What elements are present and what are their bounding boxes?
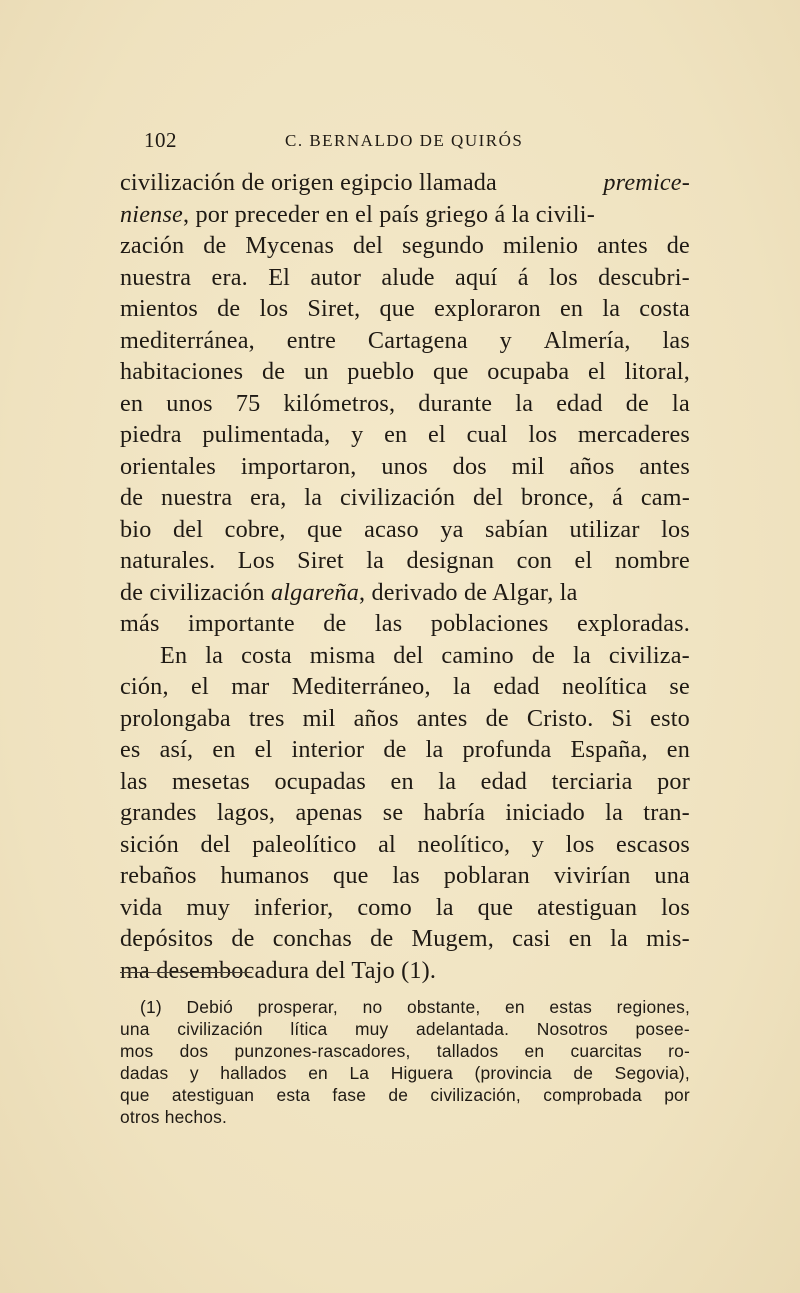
word: Higuera bbox=[390, 1063, 453, 1083]
word: la bbox=[205, 641, 224, 669]
word: El bbox=[268, 263, 291, 291]
word: importaron, bbox=[240, 452, 357, 480]
word: La bbox=[349, 1063, 370, 1083]
word: zación bbox=[120, 232, 185, 259]
word: el bbox=[191, 673, 209, 700]
text-line bbox=[120, 734, 690, 766]
word: costa bbox=[241, 641, 292, 669]
word: adelantada. bbox=[416, 1019, 510, 1039]
text-run: civilización de origen egipcio llamada bbox=[120, 169, 504, 196]
word: del bbox=[200, 830, 231, 858]
word: aquí bbox=[455, 263, 498, 291]
word: muy bbox=[186, 893, 231, 921]
word: á bbox=[612, 484, 623, 511]
word: y bbox=[499, 326, 512, 354]
word: unos bbox=[166, 389, 213, 417]
word: exploraron bbox=[434, 295, 541, 322]
footnote-line bbox=[120, 1084, 690, 1106]
word: así, bbox=[159, 736, 194, 763]
word: orientales bbox=[120, 452, 217, 480]
word: de bbox=[262, 358, 286, 385]
word: depósitos bbox=[120, 925, 214, 952]
word: entre bbox=[286, 326, 337, 354]
word: ción, bbox=[120, 673, 169, 700]
word: las bbox=[374, 610, 403, 637]
word: punzones-rascadores, bbox=[234, 1041, 411, 1061]
word: era. bbox=[211, 263, 248, 291]
word: terciaria bbox=[551, 767, 633, 795]
word: Cartagena bbox=[367, 326, 468, 354]
word: profunda bbox=[462, 736, 552, 763]
word: piedra bbox=[120, 421, 182, 448]
word: en bbox=[666, 736, 690, 763]
word: el bbox=[254, 736, 273, 763]
word: dos bbox=[452, 452, 487, 480]
text-line bbox=[120, 577, 690, 609]
text-line bbox=[120, 703, 690, 735]
text-line bbox=[120, 860, 690, 892]
word: antes bbox=[639, 452, 690, 480]
word: descubri- bbox=[598, 263, 690, 291]
text-line bbox=[120, 293, 690, 325]
word: de bbox=[573, 1063, 594, 1083]
word: las bbox=[392, 862, 420, 889]
word: de bbox=[120, 484, 144, 511]
word: lagos, bbox=[216, 799, 276, 826]
word: una bbox=[654, 862, 690, 889]
word: Cristo. bbox=[526, 704, 594, 732]
word: mil bbox=[511, 452, 545, 480]
word: la bbox=[453, 673, 471, 700]
text-line bbox=[120, 167, 690, 199]
word: era, bbox=[250, 484, 287, 511]
word: comprobada bbox=[543, 1085, 642, 1105]
word: del bbox=[473, 484, 504, 511]
word: cuarcitas bbox=[570, 1041, 642, 1061]
text-line bbox=[120, 766, 690, 798]
word: y bbox=[351, 421, 364, 448]
word: no bbox=[362, 997, 383, 1017]
word: durante bbox=[418, 389, 493, 417]
word: del bbox=[352, 232, 384, 259]
text-run: ma desembocadura del Tajo (1). bbox=[120, 956, 437, 984]
word: se bbox=[382, 799, 404, 826]
word: nuestra bbox=[120, 263, 192, 291]
text-line bbox=[120, 482, 690, 514]
word: mesetas bbox=[171, 767, 250, 795]
word: en bbox=[120, 389, 144, 417]
word: edad bbox=[556, 389, 603, 417]
word: Mediterráneo, bbox=[291, 673, 431, 700]
word: misma bbox=[309, 641, 376, 669]
word: edad bbox=[480, 767, 528, 795]
word: costa bbox=[639, 295, 690, 322]
word: la bbox=[515, 389, 534, 417]
word: del bbox=[393, 641, 424, 669]
word: la bbox=[610, 925, 628, 952]
word: autor bbox=[310, 263, 362, 291]
word: grandes bbox=[120, 799, 197, 826]
word: humanos bbox=[220, 862, 310, 889]
text-line bbox=[120, 829, 690, 861]
word: cual bbox=[466, 421, 508, 448]
word: conchas bbox=[272, 925, 353, 952]
word: años bbox=[353, 704, 399, 732]
footnote-rule bbox=[120, 972, 252, 973]
word: es bbox=[120, 736, 141, 763]
word: mos bbox=[120, 1041, 154, 1061]
word: una bbox=[120, 1019, 150, 1039]
word: que bbox=[379, 295, 415, 322]
word: exploradas. bbox=[576, 610, 690, 637]
word: sición bbox=[120, 830, 179, 858]
text-line bbox=[120, 797, 690, 829]
word: los bbox=[548, 263, 578, 291]
text-line bbox=[120, 451, 690, 483]
word: esta bbox=[276, 1085, 311, 1105]
word: por bbox=[664, 1085, 690, 1105]
word: prolongaba bbox=[120, 704, 231, 732]
word: la bbox=[602, 295, 621, 322]
word: antes bbox=[416, 704, 468, 732]
word: bronce, bbox=[520, 484, 595, 511]
word: más bbox=[120, 610, 160, 637]
word: la bbox=[304, 484, 323, 511]
word: que bbox=[307, 515, 343, 543]
word: bio bbox=[120, 515, 152, 543]
text-line bbox=[120, 325, 690, 357]
word: paleolítico bbox=[252, 830, 357, 858]
text-line bbox=[120, 262, 690, 294]
text-run: , derivado de Algar, la bbox=[359, 578, 578, 606]
word: Segovia), bbox=[614, 1063, 690, 1083]
word: el bbox=[574, 547, 593, 574]
italic-term: niense bbox=[120, 200, 183, 228]
word: prosperar, bbox=[257, 997, 338, 1017]
word: vida bbox=[120, 893, 163, 921]
word: Mycenas bbox=[245, 232, 335, 259]
word: inferior, bbox=[253, 893, 334, 921]
word: unos bbox=[381, 452, 428, 480]
word: en bbox=[308, 1063, 328, 1083]
footnote-text: otros hechos. bbox=[120, 1107, 228, 1127]
word: esto bbox=[650, 704, 690, 732]
word: en bbox=[384, 421, 408, 448]
word: de bbox=[231, 925, 255, 952]
word: escasos bbox=[616, 830, 690, 858]
word: cam- bbox=[640, 484, 690, 511]
text-line bbox=[120, 199, 690, 231]
footnote-line bbox=[120, 1040, 690, 1062]
word: que bbox=[333, 862, 369, 889]
word: habitaciones bbox=[120, 358, 244, 385]
word: atestiguan bbox=[537, 893, 638, 921]
word: segundo bbox=[402, 232, 485, 259]
word: de bbox=[323, 610, 347, 637]
word: de bbox=[531, 641, 556, 669]
word: poblaran bbox=[443, 862, 530, 889]
word: y bbox=[189, 1063, 199, 1083]
word: antes bbox=[597, 232, 648, 259]
word: nuestra bbox=[161, 484, 233, 511]
word: mil bbox=[302, 704, 336, 732]
word: de bbox=[383, 736, 407, 763]
word: el bbox=[428, 421, 446, 448]
word: á bbox=[517, 263, 529, 291]
word: al bbox=[378, 830, 396, 858]
word: designan bbox=[406, 547, 495, 574]
word: apenas bbox=[295, 799, 363, 826]
word: mediterránea, bbox=[120, 326, 255, 354]
word: kilómetros, bbox=[283, 389, 396, 417]
text-line bbox=[120, 640, 690, 672]
word: en bbox=[212, 736, 236, 763]
word: ya bbox=[440, 515, 464, 543]
word: se bbox=[669, 673, 690, 700]
word: de bbox=[370, 925, 394, 952]
text-line bbox=[120, 419, 690, 451]
word: Almería, bbox=[543, 326, 631, 354]
word: la bbox=[438, 767, 457, 795]
word: 75 bbox=[235, 389, 261, 417]
word: utilizar bbox=[569, 515, 640, 543]
word: (provincia bbox=[474, 1063, 552, 1083]
word: iniciado bbox=[505, 799, 585, 826]
footnote-line bbox=[120, 1106, 690, 1128]
word: naturales. bbox=[120, 547, 216, 574]
word: el bbox=[587, 358, 606, 385]
word: los bbox=[528, 421, 558, 448]
word: del bbox=[173, 515, 204, 543]
word: posee- bbox=[635, 1019, 690, 1039]
word: regiones, bbox=[616, 997, 690, 1017]
word: en bbox=[505, 997, 525, 1017]
word: civilización bbox=[177, 1019, 263, 1039]
word: hallados bbox=[220, 1063, 287, 1083]
word: la bbox=[435, 893, 454, 921]
text-line bbox=[120, 892, 690, 924]
word: de bbox=[485, 704, 509, 732]
word: los bbox=[661, 515, 690, 543]
text-run: de civilización bbox=[120, 578, 271, 606]
word: mercaderes bbox=[577, 421, 690, 448]
italic-term: algareña bbox=[270, 578, 359, 606]
word: las bbox=[662, 326, 690, 354]
word: nombre bbox=[614, 547, 690, 574]
word: mientos bbox=[120, 295, 198, 322]
word: litoral, bbox=[624, 358, 690, 385]
word: de bbox=[666, 232, 690, 259]
word: acaso bbox=[364, 515, 419, 543]
page-number: 102 bbox=[144, 128, 177, 152]
word: cobre, bbox=[224, 515, 286, 543]
word: Debió bbox=[186, 997, 233, 1017]
word: de bbox=[625, 389, 649, 417]
word: con bbox=[516, 547, 553, 574]
text-line bbox=[120, 671, 690, 703]
word: la bbox=[672, 389, 690, 417]
word: mar bbox=[231, 673, 270, 700]
footnote-line bbox=[120, 1062, 690, 1084]
word: civilización bbox=[339, 484, 456, 511]
word: En bbox=[160, 641, 188, 669]
running-title: C. BERNALDO DE QUIRÓS bbox=[285, 131, 524, 150]
word: camino bbox=[441, 641, 514, 669]
word: en bbox=[524, 1041, 545, 1061]
word: alude bbox=[381, 263, 435, 291]
word: vivirían bbox=[553, 862, 631, 889]
word: Mugem, bbox=[411, 925, 495, 952]
text-line bbox=[120, 356, 690, 388]
footnote-line bbox=[120, 1018, 690, 1040]
word: de bbox=[388, 1085, 409, 1105]
word: un bbox=[303, 358, 329, 385]
word: y bbox=[531, 830, 545, 858]
word: neolítica bbox=[562, 673, 648, 700]
text-line bbox=[120, 230, 690, 262]
word: en bbox=[559, 295, 584, 322]
word: ocupaba bbox=[487, 358, 570, 385]
word: obstante, bbox=[407, 997, 481, 1017]
word: interior bbox=[291, 736, 365, 763]
word: civiliza- bbox=[608, 641, 690, 669]
word: Siret, bbox=[307, 295, 361, 322]
word: fase bbox=[332, 1085, 367, 1105]
word: años bbox=[569, 452, 615, 480]
footnote-line bbox=[120, 996, 690, 1018]
word: tran- bbox=[643, 799, 690, 826]
word: neolítico, bbox=[417, 830, 511, 858]
word: en bbox=[568, 925, 592, 952]
text-line bbox=[120, 388, 690, 420]
word: ro- bbox=[668, 1041, 690, 1061]
word: edad bbox=[493, 673, 540, 700]
word: la bbox=[366, 547, 385, 574]
word: importante bbox=[188, 610, 295, 637]
word: ocupadas bbox=[274, 767, 367, 795]
word: que bbox=[433, 358, 469, 385]
word: milenio bbox=[502, 232, 579, 259]
word: los bbox=[565, 830, 595, 858]
word: civilización, bbox=[430, 1085, 521, 1105]
text-line bbox=[120, 514, 690, 546]
word: las bbox=[120, 767, 148, 795]
footnote bbox=[120, 996, 690, 1128]
word: Nosotros bbox=[536, 1019, 608, 1039]
word: atestiguan bbox=[171, 1085, 255, 1105]
word: estas bbox=[549, 997, 592, 1017]
italic-term: premice- bbox=[603, 169, 690, 196]
word: pulimentada, bbox=[202, 421, 331, 448]
word: Siret bbox=[297, 547, 344, 574]
word: de bbox=[203, 232, 227, 259]
word: dos bbox=[179, 1041, 209, 1061]
word: mis- bbox=[646, 925, 690, 952]
word: los bbox=[661, 893, 690, 921]
word: habría bbox=[423, 799, 486, 826]
word: tres bbox=[248, 704, 285, 732]
word: la bbox=[425, 736, 444, 763]
word: poblaciones bbox=[430, 610, 549, 637]
word: Si bbox=[611, 704, 633, 732]
word: España, bbox=[570, 736, 648, 763]
word: casi bbox=[512, 925, 551, 952]
word: en bbox=[390, 767, 414, 795]
text-line bbox=[120, 608, 690, 640]
running-header bbox=[120, 128, 688, 158]
word: por bbox=[657, 767, 690, 795]
word: como bbox=[357, 893, 412, 921]
word: la bbox=[573, 641, 591, 669]
word: lítica bbox=[290, 1019, 328, 1039]
text-run: , por preceder en el país griego á la civili- bbox=[183, 200, 595, 228]
main-text bbox=[120, 167, 690, 986]
text-line bbox=[120, 545, 690, 577]
word: dadas bbox=[120, 1063, 169, 1083]
word: la bbox=[605, 799, 624, 826]
word: muy bbox=[354, 1019, 389, 1039]
text-line bbox=[120, 923, 690, 955]
word: tallados bbox=[436, 1041, 499, 1061]
word: Los bbox=[237, 547, 275, 574]
text-line bbox=[120, 955, 690, 987]
word: (1) bbox=[140, 997, 162, 1017]
word: sabían bbox=[485, 515, 549, 543]
word: de bbox=[217, 295, 241, 322]
word: rebaños bbox=[120, 862, 197, 889]
word: pueblo bbox=[347, 358, 415, 385]
word: que bbox=[120, 1085, 150, 1105]
word: que bbox=[477, 893, 514, 921]
word: los bbox=[259, 295, 289, 322]
